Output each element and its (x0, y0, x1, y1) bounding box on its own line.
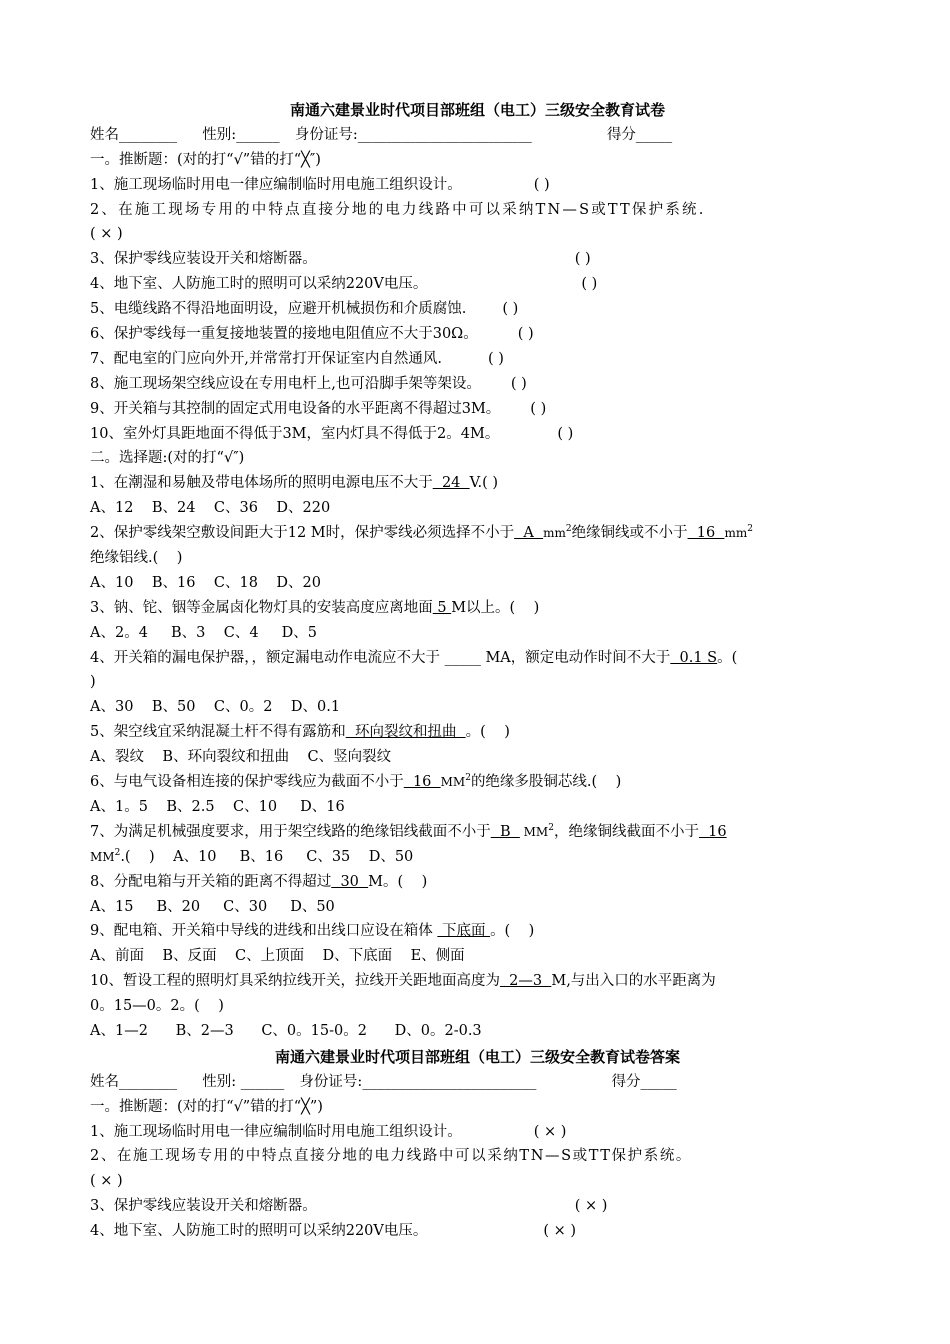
score-field: 得分_____ (606, 126, 673, 143)
answer-id-field: 身份证号:________________________ (299, 1073, 537, 1090)
s1-q1: 1、施工现场临时用电一律应编制临时用电施工组织设计。 ( ) (90, 176, 550, 193)
s1-q5: 5、电缆线路不得沿地面明设，应避开机械损伤和介质腐蚀. ( ) (90, 301, 519, 318)
s2-q3-options: A、2。4 B、3 C、4 D、5 (90, 624, 318, 641)
answer-score-field: 得分_____ (611, 1073, 677, 1090)
s1-q9: 9、开关箱与其控制的固定式用电设备的水平距离不得超过3M。 ( ) (90, 400, 547, 417)
header-fields (90, 123, 865, 148)
s1-q10: 10、室外灯具距地面不得低于3M，室内灯具不得低于2。4M。 ( ) (90, 425, 574, 442)
s2-q9-options: A、前面 B、反面 C、上顶面 D、下底面 E、侧面 (90, 948, 465, 965)
ans-q4: 4、地下室、人防施工时的照明可以采纳220V电压。 ( × ) (90, 1223, 577, 1240)
s2-q4: 4、开关箱的漏电保护器，，额定漏电动作电流应不大于 _____ MA，额定电动作时间不大于 0.1 S。( (90, 649, 738, 666)
s2-q10: 10、暂设工程的照明灯具采纳拉线开关，拉线开关距地面高度为 2—3 M,与出入口的水平距离为 (90, 973, 716, 990)
s2-q8: 8、分配电箱与开关箱的距离不得超过 30 M。( ) (90, 873, 428, 890)
section2-title: 二。选择题:(对的打“√″) (90, 450, 245, 467)
id-field: 身份证号:________________________ (294, 126, 532, 143)
gender-field: 性别:______ (202, 126, 280, 143)
exam-title: 南通六建景业时代项目部班组（电工）三级安全教育试卷 (289, 101, 665, 119)
name-field: 姓名________ (90, 126, 177, 143)
s2-q4-cont: ) (90, 674, 96, 691)
answer-name-field: 姓名________ (90, 1073, 177, 1090)
s2-q5-options: A、裂纹 B、环向裂纹和扭曲 C、竖向裂纹 (90, 749, 392, 766)
s2-q3: 3、钠、铊、铟等金属卤化物灯具的安装高度应离地面 5 M以上。( ) (90, 599, 540, 616)
s1-q2: 2、在施工现场专用的中特点直接分地的电力线路中可以采纳TN—S或TT保护系统. (90, 201, 706, 218)
ans-q3: 3、保护零线应装设开关和熔断器。 ( × ) (90, 1198, 608, 1215)
s1-q4: 4、地下室、人防施工时的照明可以采纳220V电压。 ( ) (90, 276, 598, 293)
s2-q10-options: A、1—2 B、2—3 C、0。15-0。2 D、0。2-0.3 (90, 1022, 482, 1039)
ans-q2: 2、在施工现场专用的中特点直接分地的电力线路中可以采纳TN—S或TT保护系统。 (90, 1148, 693, 1165)
exam-document (90, 98, 865, 1244)
s2-q7-cont: $MM^2$.( ) A、10 B、16 C、35 D、50 (90, 847, 414, 865)
s2-q6-options: A、1。5 B、2.5 C、10 D、16 (90, 798, 345, 815)
s1-q6: 6、保护零线每一重复接地装置的接地电阻值应不大于30Ω。 ( ) (90, 326, 534, 343)
s1-q8: 8、施工现场架空线应设在专用电杆上,也可沿脚手架等架设。 ( ) (90, 375, 527, 392)
s2-q1: 1、在潮湿和易触及带电体场所的照明电源电压不大于 24 V.( ) (90, 475, 499, 492)
ans-q1: 1、施工现场临时用电一律应编制临时用电施工组织设计。 ( × ) (90, 1123, 567, 1140)
answer-section1-title: 一。推断题：(对的打“√”错的打“╳”) (90, 1098, 323, 1115)
s1-q7: 7、配电室的门应向外开,并常常打开保证室内自然通风. ( ) (90, 350, 504, 367)
section1-title: 一。推断题：(对的打“√”错的打“╳″) (90, 151, 321, 168)
answer-gender-field: 性别: ______ (202, 1073, 285, 1090)
s2-q6: 6、与电气设备相连接的保护零线应为截面不小于 16 $MM^2$的绝缘多股铜芯线.( ) (90, 773, 622, 791)
answer-title: 南通六建景业时代项目部班组（电工）三级安全教育试卷答案 (274, 1047, 680, 1066)
s2-q2: 2、保护零线架空敷设间距大于12 M时，保护零线必须选择不小于 A $mm^2$绝缘铜线或不小于 16 $mm^2$ (90, 524, 753, 542)
answer-header-fields (90, 1070, 865, 1095)
s1-q3: 3、保护零线应装设开关和熔断器。 ( ) (90, 251, 591, 268)
s2-q5: 5、架空线宜采纳混凝土杆不得有露筋和 环向裂纹和扭曲 。( ) (90, 724, 510, 741)
s2-q4-options: A、30 B、50 C、0。2 D、0.1 (90, 699, 341, 716)
s2-q2-cont: 绝缘铝线.( ) (90, 550, 183, 567)
s1-q2-answer: ( × ) (90, 226, 123, 243)
s2-q10-cont: 0。15—0。2。( ) (90, 998, 224, 1015)
s2-q1-options: A、12 B、24 C、36 D、220 (90, 500, 331, 517)
s2-q7: 7、为满足机械强度要求，用于架空线路的绝缘铝线截面不小于 B $MM^2$，绝缘铜线截面不小于 16 (90, 823, 727, 840)
ans-q2-answer: ( × ) (90, 1173, 123, 1190)
s2-q9: 9、配电箱、开关箱中导线的进线和出线口应设在箱体 下底面 。( ) (90, 923, 535, 940)
s2-q8-options: A、15 B、20 C、30 D、50 (90, 898, 335, 915)
s2-q2-options: A、10 B、16 C、18 D、20 (90, 574, 321, 591)
